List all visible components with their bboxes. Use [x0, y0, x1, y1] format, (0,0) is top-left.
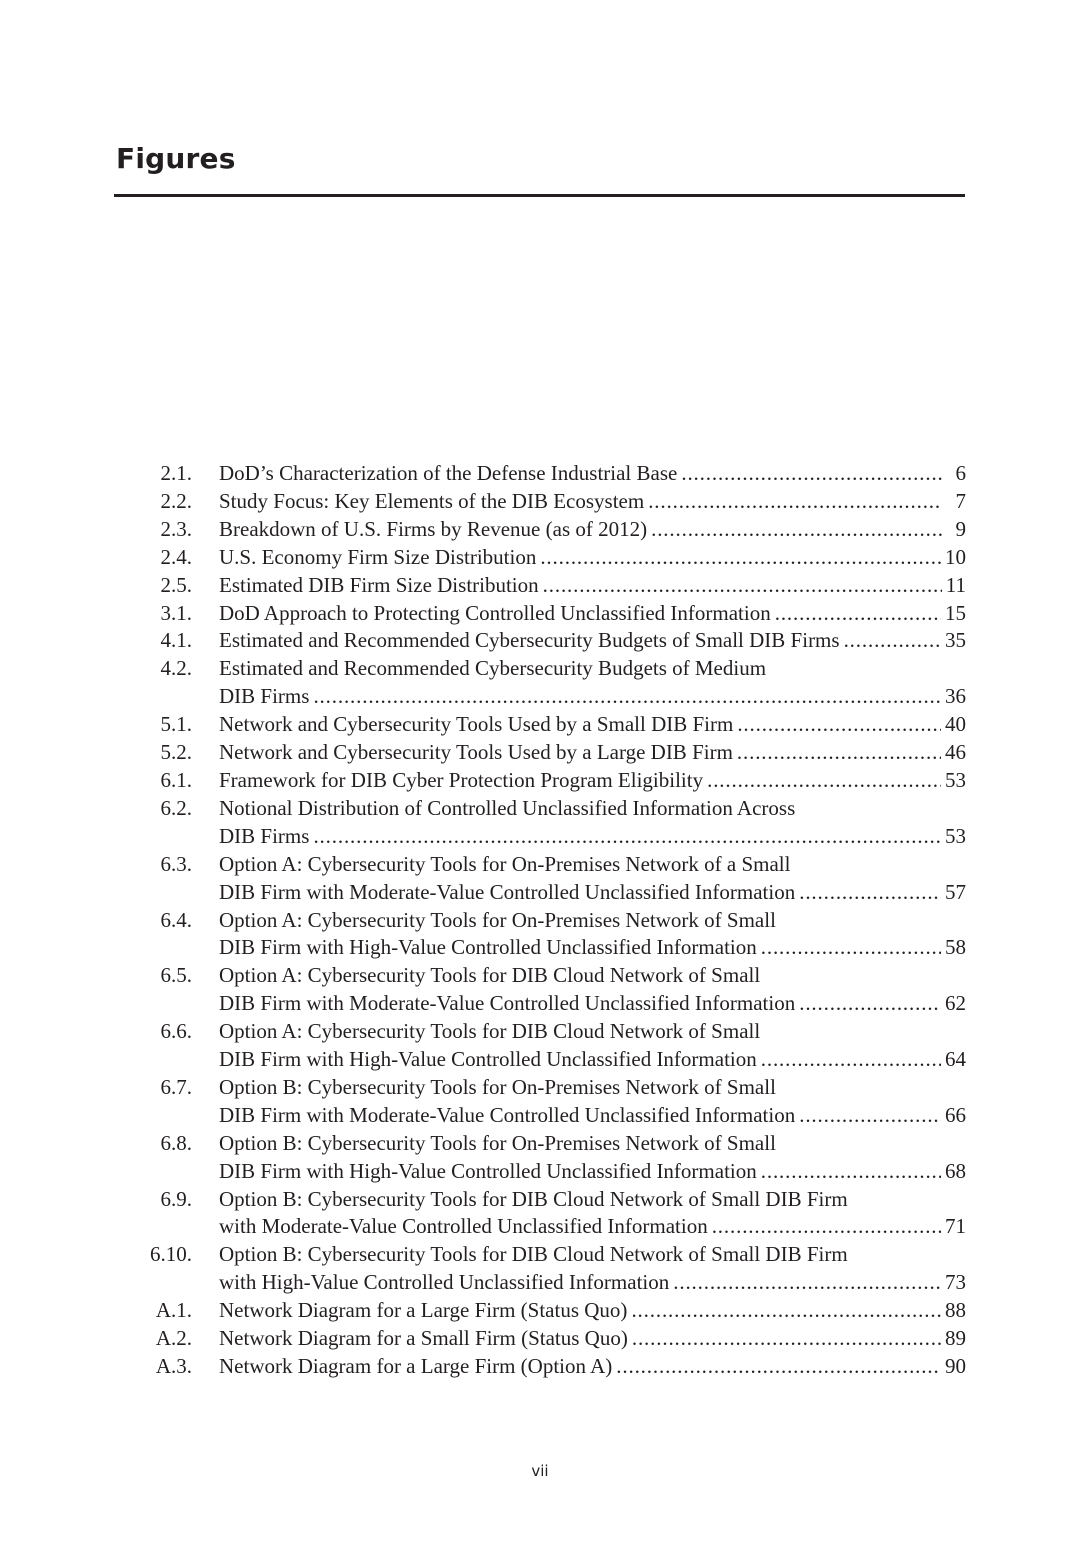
figure-entry[interactable] [130, 1353, 966, 1381]
figure-number: 6.4. [160, 907, 192, 932]
dot-leader [632, 1325, 941, 1353]
page-number: vii [531, 1462, 549, 1480]
figure-entry[interactable] [130, 1130, 966, 1186]
figure-page-number: 6 [955, 461, 966, 485]
figure-title: DoD’s Characterization of the Defense Industrial Base [219, 461, 678, 485]
figure-number: 5.1. [160, 712, 192, 737]
figure-entry[interactable] [130, 851, 966, 907]
figure-number: 6.2. [160, 795, 192, 820]
figure-title: DIB Firm with High-Value Controlled Unclassified Information [219, 1158, 757, 1183]
figure-number: 3.1. [160, 600, 192, 625]
figure-title: DIB Firm with Moderate-Value Controlled Unclassified Information [219, 991, 796, 1016]
figure-title: Option A: Cybersecurity Tools for On-Premises Network of a Small [219, 851, 791, 876]
figure-page-number: 73 [945, 1270, 966, 1295]
figure-title: DIB Firm with High-Value Controlled Unclassified Information [219, 1047, 757, 1072]
dot-leader [540, 544, 941, 572]
figure-title: U.S. Economy Firm Size Distribution [219, 544, 537, 569]
figure-number: 6.8. [160, 1130, 192, 1155]
figure-title: Study Focus: Key Elements of the DIB Ecosystem [219, 488, 645, 513]
figure-title: Option A: Cybersecurity Tools for DIB Cloud Network of Small [219, 963, 761, 988]
figure-number: 2.5. [160, 572, 192, 597]
dot-leader [673, 1269, 941, 1297]
figure-page-number: 71 [945, 1214, 966, 1239]
figure-title: Network Diagram for a Large Firm (Option A) [219, 1354, 613, 1378]
figure-entry[interactable] [130, 1325, 966, 1353]
dot-leader [313, 823, 941, 851]
figure-title: DoD Approach to Protecting Controlled Unclassified Information [219, 600, 771, 625]
figure-entry[interactable] [130, 627, 966, 655]
figure-number: 2.1. [160, 461, 192, 485]
figure-title: Network and Cybersecurity Tools Used by a Small DIB Firm [219, 712, 734, 737]
dot-leader [631, 1297, 941, 1325]
figure-page-number: 53 [945, 767, 966, 792]
figure-page-number: 15 [945, 600, 966, 625]
figure-title: DIB Firms [219, 823, 310, 848]
figure-page-number: 40 [945, 712, 966, 737]
figure-page-number: 58 [945, 935, 966, 960]
figure-entry[interactable] [130, 795, 966, 851]
figures-list [130, 460, 966, 1381]
figure-page-number: 11 [945, 572, 966, 597]
figure-entry[interactable] [130, 711, 966, 739]
figure-title: Network and Cybersecurity Tools Used by a Large DIB Firm [219, 740, 733, 765]
figure-entry[interactable] [130, 655, 966, 711]
figure-entry[interactable] [130, 600, 966, 628]
figure-entry[interactable] [130, 544, 966, 572]
figure-page-number: 89 [945, 1326, 966, 1351]
figure-number: 6.9. [160, 1186, 192, 1211]
figure-page-number: 36 [945, 684, 966, 709]
figure-number: 2.3. [160, 516, 192, 541]
figure-number: 4.1. [160, 628, 192, 653]
figure-title: Framework for DIB Cyber Protection Program Eligibility [219, 767, 704, 792]
dot-leader [313, 683, 941, 711]
figure-page-number: 64 [945, 1047, 966, 1072]
dot-leader [712, 1213, 941, 1241]
figure-number: 6.5. [160, 963, 192, 988]
figure-title: Estimated DIB Firm Size Distribution [219, 572, 539, 597]
dot-leader [648, 488, 942, 516]
figure-entry[interactable] [130, 1297, 966, 1325]
figure-number: A.3. [155, 1354, 192, 1378]
figure-number: 6.1. [160, 767, 192, 792]
figure-page-number: 90 [945, 1354, 966, 1378]
figure-title: Breakdown of U.S. Firms by Revenue (as of 2012) [219, 516, 648, 541]
figure-page-number: 68 [945, 1158, 966, 1183]
figure-number: 6.3. [160, 851, 192, 876]
page-title: Figures [116, 142, 236, 175]
figure-page-number: 57 [945, 879, 966, 904]
figure-title: Estimated and Recommended Cybersecurity Budgets of Small DIB Firms [219, 628, 840, 653]
figure-number: 6.10. [150, 1242, 192, 1267]
dot-leader [761, 934, 941, 962]
dot-leader [543, 572, 942, 600]
figure-number: 6.6. [160, 1019, 192, 1044]
dot-leader [707, 767, 941, 795]
figure-title: Network Diagram for a Small Firm (Status Quo) [219, 1326, 628, 1351]
figure-page-number: 7 [955, 488, 966, 513]
figure-entry[interactable] [130, 767, 966, 795]
figure-entry[interactable] [130, 1186, 966, 1242]
figure-entry[interactable] [130, 516, 966, 544]
figure-entry[interactable] [130, 907, 966, 963]
title-rule [114, 194, 965, 197]
dot-leader [775, 600, 941, 628]
dot-leader [616, 1353, 941, 1381]
figure-title: Option B: Cybersecurity Tools for DIB Cloud Network of Small DIB Firm [219, 1186, 848, 1211]
figure-page-number: 9 [955, 516, 966, 541]
figure-title: DIB Firm with Moderate-Value Controlled Unclassified Information [219, 1102, 796, 1127]
dot-leader [737, 711, 941, 739]
figure-title: DIB Firm with Moderate-Value Controlled Unclassified Information [219, 879, 796, 904]
figure-page-number: 66 [945, 1102, 966, 1127]
figure-title: Option A: Cybersecurity Tools for DIB Cloud Network of Small [219, 1019, 761, 1044]
figure-number: A.1. [155, 1298, 192, 1323]
figure-entry[interactable] [130, 1241, 966, 1297]
figure-entry[interactable] [130, 1074, 966, 1130]
figure-number: 5.2. [160, 740, 192, 765]
dot-leader [651, 516, 942, 544]
figure-entry[interactable] [130, 962, 966, 1018]
figure-page-number: 62 [945, 991, 966, 1016]
dot-leader [799, 879, 941, 907]
dot-leader [737, 739, 941, 767]
figure-entry[interactable] [130, 460, 966, 488]
figure-title: Option B: Cybersecurity Tools for On-Premises Network of Small [219, 1074, 776, 1099]
figure-page-number: 88 [945, 1298, 966, 1323]
figure-title: Network Diagram for a Large Firm (Status Quo) [219, 1298, 628, 1323]
figure-number: 4.2. [160, 656, 192, 681]
figure-entry[interactable] [130, 572, 966, 600]
figure-title: Option A: Cybersecurity Tools for On-Premises Network of Small [219, 907, 776, 932]
figure-number: 2.4. [160, 544, 192, 569]
figure-title: DIB Firm with High-Value Controlled Unclassified Information [219, 935, 757, 960]
dot-leader [844, 627, 941, 655]
figure-title: DIB Firms [219, 684, 310, 709]
figure-title: with Moderate-Value Controlled Unclassified Information [219, 1214, 708, 1239]
figure-title: with High-Value Controlled Unclassified Information [219, 1270, 670, 1295]
figure-entry[interactable] [130, 1018, 966, 1074]
dot-leader [799, 1102, 941, 1130]
figure-page-number: 10 [945, 544, 966, 569]
figure-number: 2.2. [160, 488, 192, 513]
figure-number: A.2. [155, 1326, 192, 1351]
figure-entry[interactable] [130, 739, 966, 767]
dot-leader [761, 1046, 941, 1074]
figure-title: Estimated and Recommended Cybersecurity Budgets of Medium [219, 656, 767, 681]
figure-number: 6.7. [160, 1074, 192, 1099]
figure-page-number: 35 [945, 628, 966, 653]
dot-leader [681, 460, 942, 488]
figure-page-number: 53 [945, 823, 966, 848]
figure-page-number: 46 [945, 740, 966, 765]
figure-title: Option B: Cybersecurity Tools for DIB Cloud Network of Small DIB Firm [219, 1242, 848, 1267]
dot-leader [761, 1158, 941, 1186]
figure-title: Option B: Cybersecurity Tools for On-Premises Network of Small [219, 1130, 776, 1155]
figure-title: Notional Distribution of Controlled Unclassified Information Across [219, 795, 796, 820]
figure-entry[interactable] [130, 488, 966, 516]
dot-leader [799, 990, 941, 1018]
